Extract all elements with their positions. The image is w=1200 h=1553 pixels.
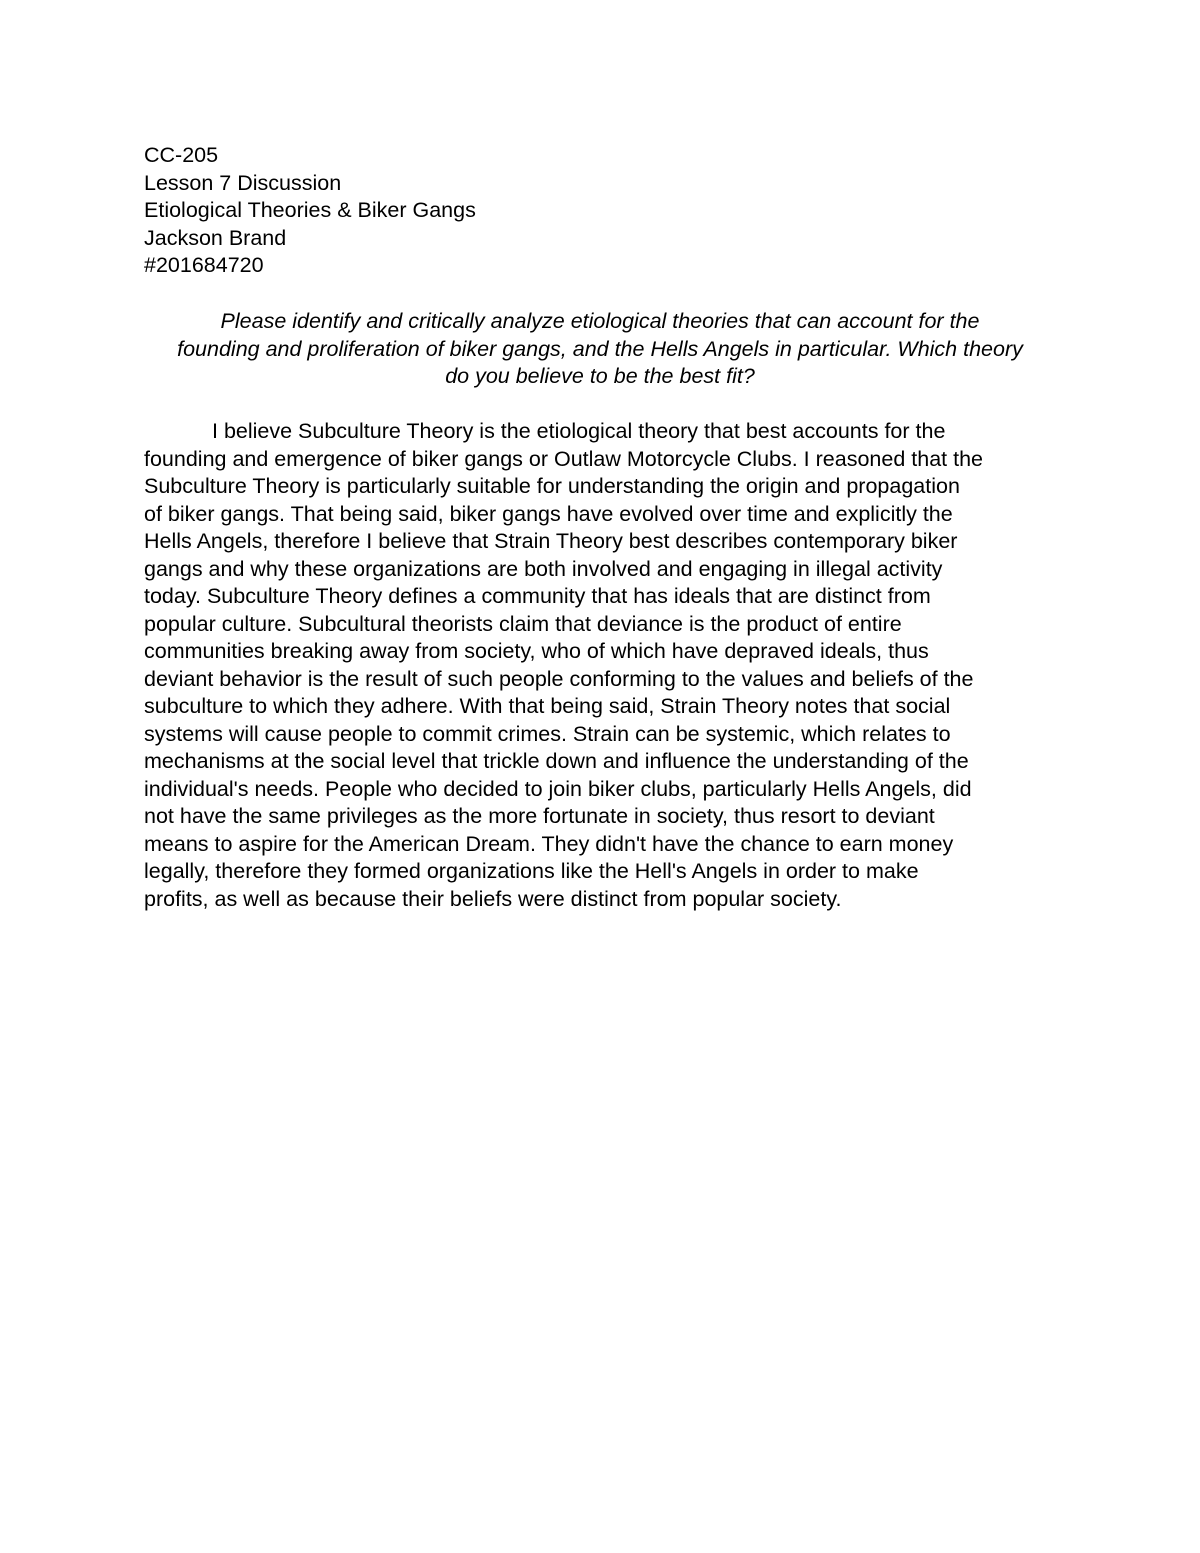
topic-title: Etiological Theories & Biker Gangs	[144, 198, 476, 222]
response-paragraph	[144, 418, 1064, 913]
paragraph-line: today. Subculture Theory defines a community that has ideals that are distinct from	[144, 584, 931, 608]
paragraph-line: means to aspire for the American Dream. They didn't have the chance to earn money	[144, 831, 954, 856]
course-code: CC-205	[144, 143, 219, 167]
paragraph-line: I believe Subculture Theory is the etiological theory that best accounts for the	[212, 419, 946, 443]
prompt-line: founding and proliferation of biker gangs, and the Hells Angels in particular. Which theory	[177, 336, 1023, 361]
paragraph-line: communities breaking away from society, who of which have depraved ideals, thus	[144, 639, 929, 663]
paragraph-line: of biker gangs. That being said, biker gangs have evolved over time and explicitly the	[144, 501, 953, 526]
student-id: #201684720	[144, 253, 264, 277]
paragraph-line: not have the same privileges as the more fortunate in society, thus resort to deviant	[144, 804, 935, 828]
paragraph-line: Hells Angels, therefore I believe that Strain Theory best describes contemporary biker	[144, 529, 958, 553]
lesson-title: Lesson 7 Discussion	[144, 170, 342, 195]
paragraph-line: legally, therefore they formed organizations like the Hell's Angels in order to make	[144, 859, 919, 883]
prompt-line: do you believe to be the best fit?	[445, 364, 755, 388]
paragraph-line: profits, as well as because their beliefs were distinct from popular society.	[144, 886, 842, 911]
prompt-line: Please identify and critically analyze etiological theories that can account for the	[220, 309, 980, 333]
paragraph-line: Subculture Theory is particularly suitable for understanding the origin and propagation	[144, 474, 960, 498]
paragraph-line: deviant behavior is the result of such people conforming to the values and beliefs of the	[144, 666, 974, 691]
paragraph-line: founding and emergence of biker gangs or Outlaw Motorcycle Clubs. I reasoned that the	[144, 446, 983, 471]
paragraph-line: gangs and why these organizations are both involved and engaging in illegal activity	[144, 556, 943, 581]
paragraph-line: subculture to which they adhere. With that being said, Strain Theory notes that social	[144, 694, 951, 718]
author-name: Jackson Brand	[144, 225, 287, 250]
paragraph-line: individual's needs. People who decided to join biker clubs, particularly Hells Angels, did	[144, 776, 972, 801]
discussion-prompt	[144, 308, 1056, 391]
paragraph-line: popular culture. Subcultural theorists claim that deviance is the product of entire	[144, 611, 902, 636]
paragraph-line: systems will cause people to commit crimes. Strain can be systemic, which relates to	[144, 721, 951, 746]
document-header	[144, 142, 1056, 280]
paragraph-line: mechanisms at the social level that trickle down and influence the understanding of the	[144, 749, 969, 773]
